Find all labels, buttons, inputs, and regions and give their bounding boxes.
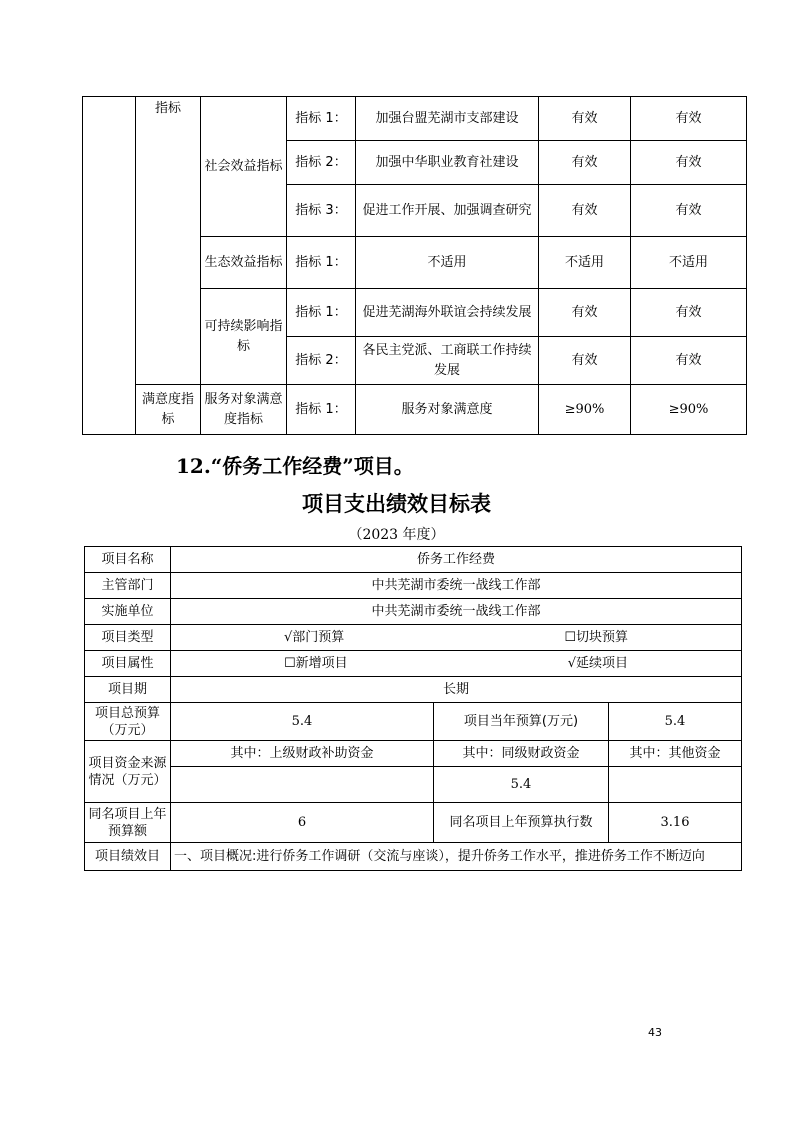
indicator-name: 指标 3： xyxy=(287,185,356,237)
satisfaction-level1-label: 满意度指标 xyxy=(136,385,201,435)
fund-source-value-other xyxy=(609,767,742,803)
indicator-name: 指标 1： xyxy=(287,385,356,435)
indicator-content: 加强中华职业教育社建设 xyxy=(356,141,539,185)
indicator-actual: 有效 xyxy=(631,97,747,141)
dept-label: 主管部门 xyxy=(85,573,171,599)
indicator-target: 有效 xyxy=(539,97,631,141)
type-options xyxy=(171,625,742,651)
indicator-table xyxy=(82,96,747,435)
indicator-content: 服务对象满意度 xyxy=(356,385,539,435)
indicator-content: 各民主党派、工商联工作持续发展 xyxy=(356,337,539,385)
blank-left-cell xyxy=(83,97,136,435)
social-benefit-label: 社会效益指标 xyxy=(201,97,287,237)
indicator-content: 不适用 xyxy=(356,237,539,289)
prev-exec-value: 3.16 xyxy=(609,803,742,843)
prev-exec-label: 同名项目上年预算执行数 xyxy=(434,803,609,843)
attr-option-new: ☐新增项目 xyxy=(284,656,348,671)
total-budget-label: 项目总预算（万元） xyxy=(85,703,171,741)
attr-label: 项目属性 xyxy=(85,651,171,677)
indicator-content: 加强台盟芜湖市支部建设 xyxy=(356,97,539,141)
eco-benefit-label: 生态效益指标 xyxy=(201,237,287,289)
indicator-target: 有效 xyxy=(539,185,631,237)
indicator-content: 促进工作开展、加强调查研究 xyxy=(356,185,539,237)
indicator-content: 促进芜湖海外联谊会持续发展 xyxy=(356,289,539,337)
type-option-dept-budget: √部门预算 xyxy=(284,630,345,645)
period-value: 长期 xyxy=(171,677,742,703)
project-name-label: 项目名称 xyxy=(85,547,171,573)
indicator-actual: 有效 xyxy=(631,141,747,185)
sustain-label: 可持续影响指标 xyxy=(201,289,287,385)
indicator-target: ≥90% xyxy=(539,385,631,435)
fund-source-label: 项目资金来源情况（万元） xyxy=(85,741,171,803)
indicator-target: 有效 xyxy=(539,141,631,185)
indicator-target: 不适用 xyxy=(539,237,631,289)
total-budget-value: 5.4 xyxy=(171,703,434,741)
type-label: 项目类型 xyxy=(85,625,171,651)
goal-label: 项目绩效目 xyxy=(85,843,171,871)
indicator-actual: ≥90% xyxy=(631,385,747,435)
fund-source-value-same-level: 5.4 xyxy=(434,767,609,803)
table-title: 项目支出绩效目标表 xyxy=(302,491,491,516)
goal-text: 一、项目概况:进行侨务工作调研（交流与座谈），提升侨务工作水平，推进侨务工作不断迈向 xyxy=(171,843,742,871)
indicator-name: 指标 2： xyxy=(287,141,356,185)
attr-option-continue: √延续项目 xyxy=(567,656,628,671)
indicator-actual: 有效 xyxy=(631,289,747,337)
page-number: 43 xyxy=(648,1026,662,1039)
indicator-name: 指标 1： xyxy=(287,97,356,141)
fund-source-header-same-level: 其中：同级财政资金 xyxy=(434,741,609,767)
indicator-target: 有效 xyxy=(539,289,631,337)
fund-source-value-upper xyxy=(171,767,434,803)
year-note: （2023 年度） xyxy=(348,527,445,543)
indicator-name: 指标 1： xyxy=(287,289,356,337)
indicator-actual: 不适用 xyxy=(631,237,747,289)
prev-budget-value: 6 xyxy=(171,803,434,843)
indicator-target: 有效 xyxy=(539,337,631,385)
type-option-block-budget: ☐切块预算 xyxy=(564,630,628,645)
satisfaction-label: 服务对象满意度指标 xyxy=(201,385,287,435)
year-budget-value: 5.4 xyxy=(609,703,742,741)
prev-budget-label: 同名项目上年预算额 xyxy=(85,803,171,843)
fund-source-header-other: 其中：其他资金 xyxy=(609,741,742,767)
section-heading: 12.“侨务工作经费”项目。 xyxy=(176,454,414,478)
project-table xyxy=(84,546,742,871)
indicator-actual: 有效 xyxy=(631,185,747,237)
dept-value: 中共芜湖市委统一战线工作部 xyxy=(171,573,742,599)
unit-value: 中共芜湖市委统一战线工作部 xyxy=(171,599,742,625)
indicator-level1-label: 指标 xyxy=(136,97,201,385)
indicator-name: 指标 1： xyxy=(287,237,356,289)
fund-source-header-upper: 其中：上级财政补助资金 xyxy=(171,741,434,767)
year-budget-label: 项目当年预算(万元) xyxy=(434,703,609,741)
indicator-name: 指标 2： xyxy=(287,337,356,385)
period-label: 项目期 xyxy=(85,677,171,703)
attr-options xyxy=(171,651,742,677)
indicator-actual: 有效 xyxy=(631,337,747,385)
project-name: 侨务工作经费 xyxy=(171,547,742,573)
unit-label: 实施单位 xyxy=(85,599,171,625)
